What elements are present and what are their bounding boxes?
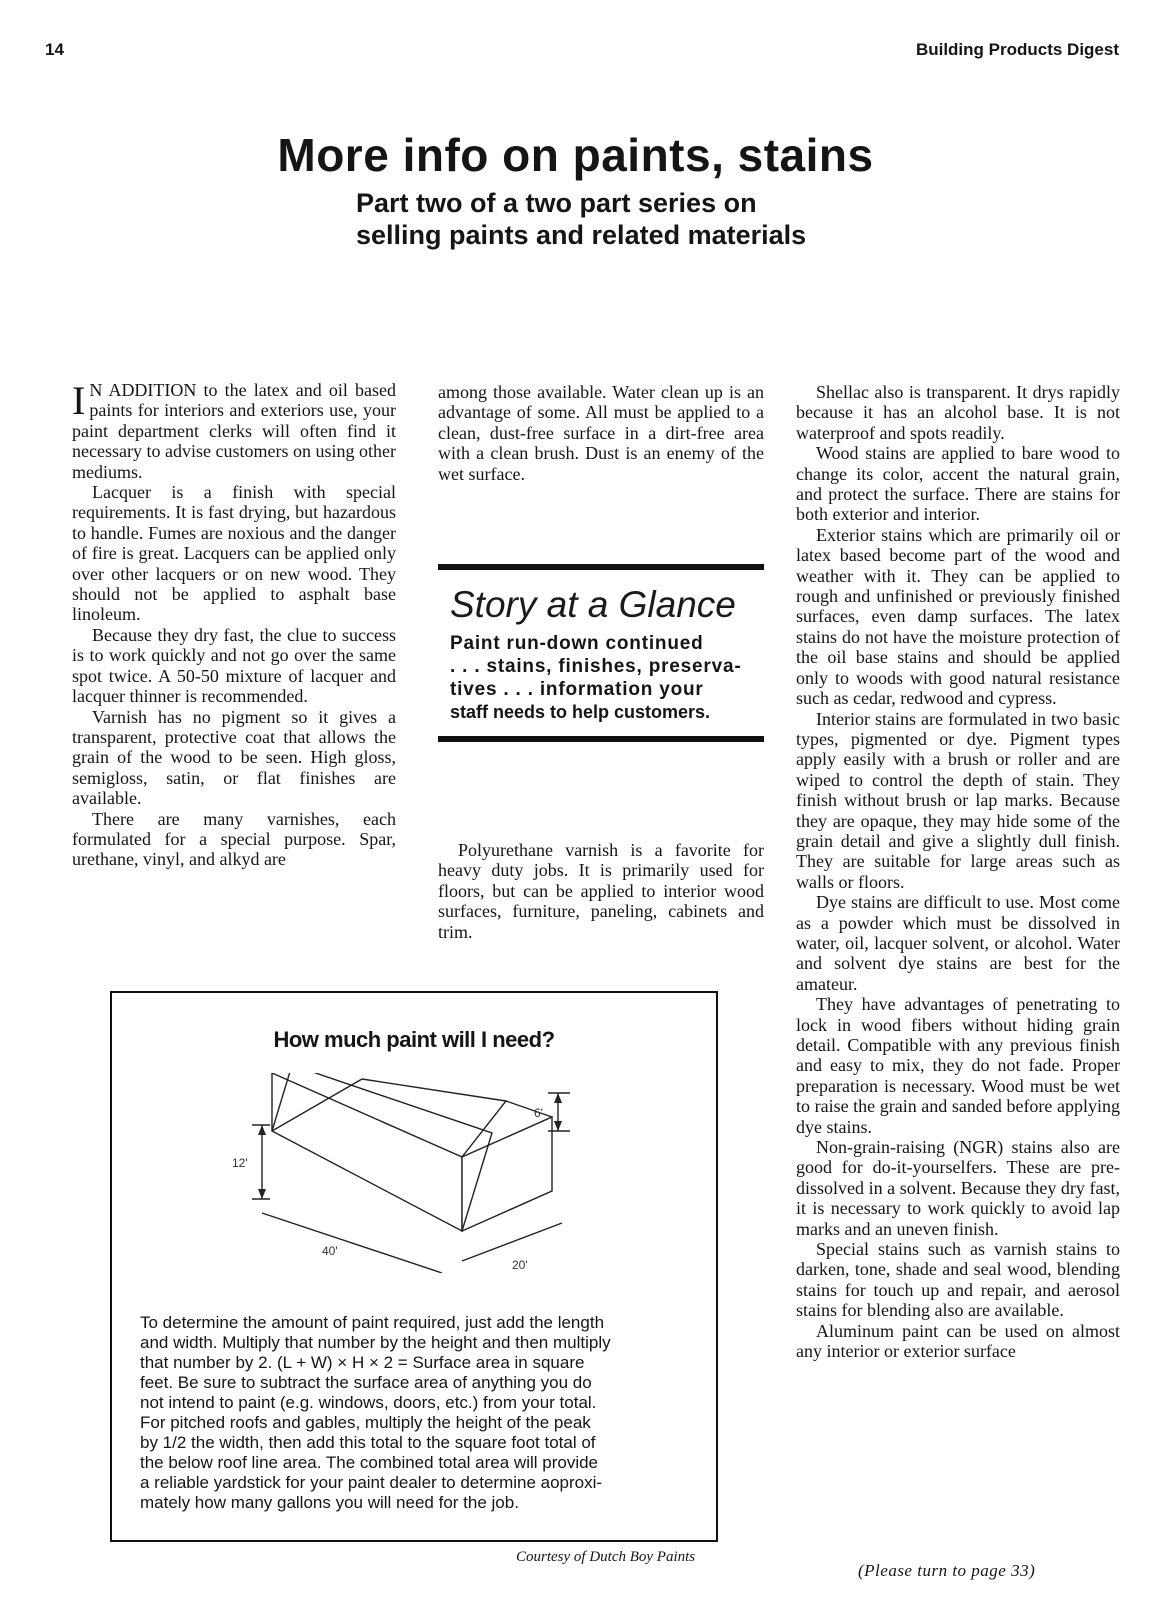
dimension-arrow: [258, 1189, 266, 1199]
glance-summary: [450, 632, 764, 724]
story-at-a-glance: [438, 564, 764, 742]
publication-name: Building Products Digest: [915, 40, 1119, 59]
instruction-line: To determine the amount of paint required, just add the length: [140, 1313, 605, 1332]
height-label: 12': [232, 1156, 248, 1170]
instruction-line: feet. Be sure to subtract the surface area of anything you do: [140, 1373, 592, 1392]
paragraph: Special stains such as varnish stains to darken, tone, shade and seal wood, blending stains for touch up and repair, and aerosol stains for blending also are available.: [796, 1239, 1120, 1321]
divider: [438, 564, 764, 570]
subtitle-line: selling paints and related materials: [356, 219, 807, 250]
peak-label: 6': [534, 1106, 543, 1120]
paragraph: They have advantages of penetrating to lock in wood fibers without hiding grain detail. Compatible with any previous finish and easy to mix, they do not fade. Proper preparation is necessary. Wood must be wet to raise the grain and sanded before applying dye stains.: [796, 994, 1120, 1137]
paragraph: Non-grain-raising (NGR) stains also are good for do-it-yourselfers. These are pre-dissolved in a solvent. Because they dry fast, it is necessary to work quickly to avoid lap marks and an uneven finish.: [796, 1137, 1120, 1239]
drop-cap: I: [72, 378, 86, 423]
box-title: How much paint will I need?: [273, 1027, 555, 1052]
instruction-line: a reliable yardstick for your paint dealer to determine aoproxi-: [140, 1473, 603, 1492]
house-side-wall: [462, 1117, 552, 1231]
box-instructions: [140, 1313, 692, 1513]
paragraph: among those available. Water clean up is an advantage of some. All must be applied to a clean, dust-free surface in a dirt-free area with a clean brush. Dust is an enemy of the wet surface.: [438, 382, 764, 484]
paint-calculator-box: [110, 991, 718, 1542]
instruction-line: For pitched roofs and gables, multiply the height of the peak: [140, 1413, 591, 1432]
glance-line: staff needs to help customers.: [450, 702, 711, 722]
dimension-arrow: [258, 1125, 266, 1135]
glance-line: Paint run-down continued: [450, 633, 704, 654]
paragraph: Dye stains are difficult to use. Most come as a powder which must be dissolved in water, oil, lacquer solvent, or alcohol. Water and solvent dye stains are best for the amateur.: [796, 892, 1120, 994]
house-diagram: [222, 1073, 682, 1273]
paragraph: There are many varnishes, each formulated for a special purpose. Spar, urethane, vinyl, and alkyd are: [72, 808, 396, 870]
instruction-line: and width. Multiply that number by the height and then multiply: [140, 1333, 611, 1352]
dimension-arrow: [554, 1093, 562, 1103]
article-column-2-top: [438, 382, 764, 484]
length-label: 40': [322, 1244, 338, 1258]
page-number: 14: [45, 40, 64, 59]
image-credit: Courtesy of Dutch Boy Paints: [516, 1549, 696, 1565]
paragraph: I N ADDITION to the latex and oil based paints for interiors and exteriors use, your paint department clerks will often find it necessary to advise customers on using other mediums.: [72, 378, 396, 482]
instruction-line: not intend to paint (e.g. windows, doors, etc.) from your total.: [140, 1393, 597, 1412]
article-column-3: [796, 382, 1120, 1362]
paragraph: Wood stains are applied to bare wood to change its color, accent the natural grain, and protect the surface. There are stains for both exterior and interior.: [796, 443, 1120, 525]
glance-line: tives . . . information your: [450, 679, 704, 700]
instruction-line: that number by 2. (L + W) × H × 2 = Surface area in square: [140, 1353, 585, 1372]
paragraph: Varnish has no pigment so it gives a transparent, protective coat that allows the grain of the wood to be seen. High gloss, semigloss, satin, or flat finishes are available.: [72, 706, 396, 809]
dimension-arrow: [554, 1121, 562, 1131]
article-column-1: [72, 380, 396, 870]
paragraph: Because they dry fast, the clue to success is to work quickly and not go over the same spot twice. A 50-50 mixture of lacquer and lacquer thinner is recommended.: [72, 624, 396, 707]
paragraph: Lacquer is a finish with special requirements. It is fast drying, but hazardous to handle. Fumes are noxious and the danger of fire is great. Lacquers can be applied only over other lacquers or on new wood. They should not be applied to asphalt base linoleum.: [72, 482, 396, 625]
glance-title: Story at a Glance: [450, 584, 736, 625]
instruction-line: the below roof line area. The combined total area will provide: [140, 1453, 599, 1472]
paragraph: Aluminum paint can be used on almost any interior or exterior surface: [796, 1320, 1120, 1362]
article-title: More info on paints, stains: [277, 129, 874, 181]
paragraph: Polyurethane varnish is a favorite for heavy duty jobs. It is primarily used for floors, but can be applied to interior wood surfaces, furniture, paneling, cabinets and trim.: [438, 840, 764, 942]
divider: [438, 736, 764, 742]
instruction-line: mately how many gallons you will need for the job.: [140, 1493, 519, 1512]
width-label: 20': [512, 1258, 528, 1272]
glance-line: . . . stains, finishes, preserva-: [450, 656, 742, 677]
paragraph: Exterior stains which are primarily oil or latex based become part of the wood and weather with it. They can be applied to rough and unfinished or previously finished surfaces, even damp surfaces. The latex stains do not have the moisture protection of the oil base stains and should be applied only to woods with good natural resistance such as cedar, redwood and cypress.: [796, 524, 1120, 709]
subtitle-line: Part two of a two part series on: [356, 188, 757, 218]
article-column-2-bottom: [438, 840, 764, 942]
continued-notice: (Please turn to page 33): [858, 1561, 1036, 1580]
article-subtitle: [356, 188, 806, 252]
instruction-line: by 1/2 the width, then add this total to the square foot total of: [140, 1433, 596, 1452]
paragraph: Interior stains are formulated in two basic types, pigmented or dye. Pigment types apply easily with a brush or roller and are wiped to control the depth of stain. They finish without brush or lap marks. Because they are opaque, they may hide some of the grain detail and give a slightly dull finish. They are suitable for large areas such as walls or floors.: [796, 708, 1120, 892]
paragraph: Shellac also is transparent. It drys rapidly because it has an alcohol base. It is not waterproof and spots readily.: [796, 382, 1120, 443]
house-front-wall: [272, 1073, 462, 1231]
